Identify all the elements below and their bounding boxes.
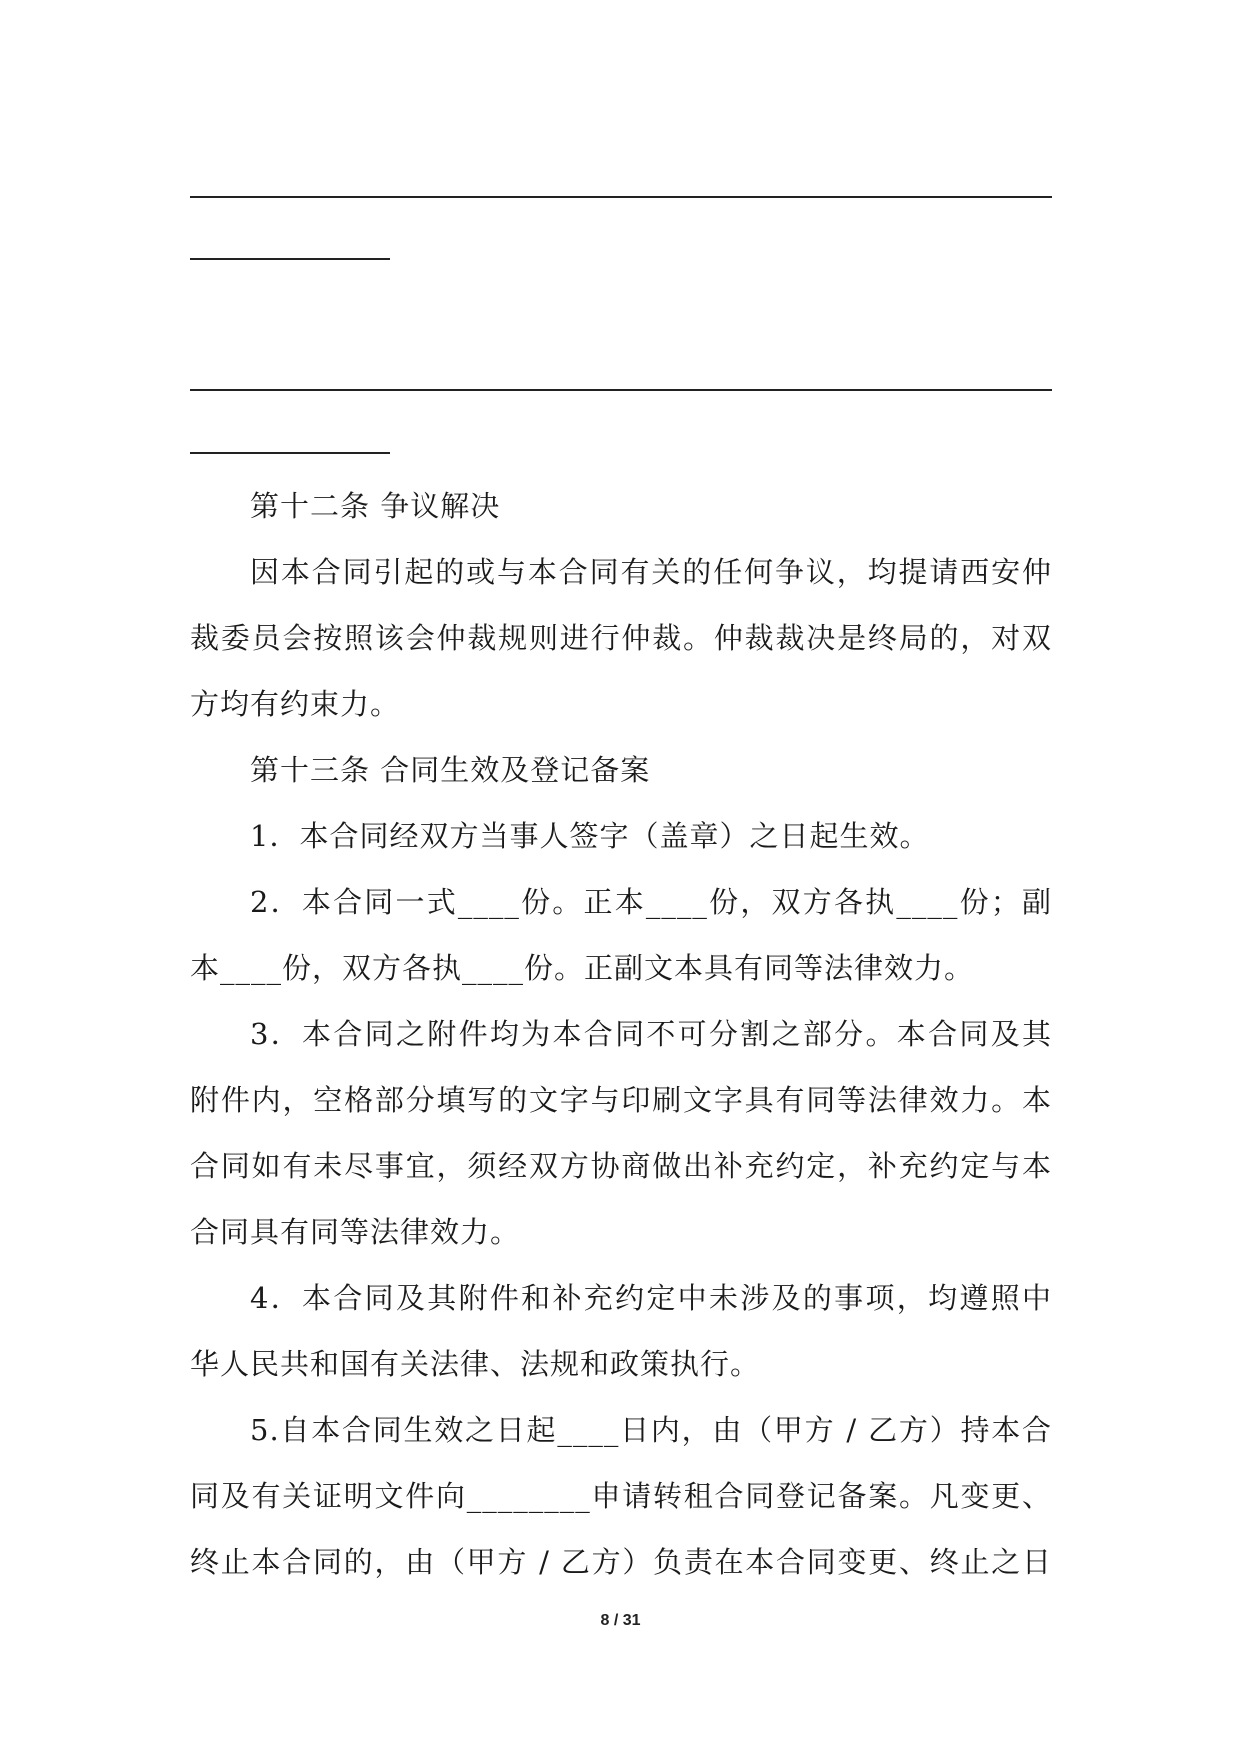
paragraph-line: 本____份，双方各执____份。正副文本具有同等法律效力。 — [190, 951, 975, 985]
paragraph-line: 同及有关证明文件向________申请转租合同登记备案。凡变更、 — [190, 1479, 1052, 1513]
blank-fill-line — [190, 452, 390, 454]
paragraph-line: 合同如有未尽事宜，须经双方协商做出补充约定，补充约定与本 — [190, 1149, 1052, 1183]
paragraph-line: 因本合同引起的或与本合同有关的任何争议，均提请西安仲 — [250, 555, 1052, 589]
paragraph-line: 3．本合同之附件均为本合同不可分割之部分。本合同及其 — [250, 1017, 1052, 1051]
paragraph-line: 裁委员会按照该会仲裁规则进行仲裁。仲裁裁决是终局的，对双 — [190, 621, 1052, 655]
paragraph-line: 终止本合同的，由（甲方 / 乙方）负责在本合同变更、终止之日 — [190, 1545, 1052, 1579]
paragraph-line: 5.自本合同生效之日起____日内，由（甲方 / 乙方）持本合 — [250, 1413, 1052, 1447]
blank-fill-line — [190, 196, 1052, 198]
paragraph-line: 4．本合同及其附件和补充约定中未涉及的事项，均遵照中 — [250, 1281, 1052, 1315]
page-number: 8 / 31 — [600, 1612, 641, 1629]
paragraph-line: 方均有约束力。 — [190, 687, 401, 721]
paragraph-line: 1．本合同经双方当事人签字（盖章）之日起生效。 — [250, 819, 930, 853]
paragraph-line: 附件内，空格部分填写的文字与印刷文字具有同等法律效力。本 — [190, 1083, 1052, 1117]
article-12-heading: 第十二条 争议解决 — [250, 489, 501, 523]
paragraph-line: 2．本合同一式____份。正本____份，双方各执____份；副 — [250, 885, 1052, 919]
blank-fill-line — [190, 389, 1052, 391]
paragraph-line: 合同具有同等法律效力。 — [190, 1215, 521, 1249]
article-13-heading: 第十三条 合同生效及登记备案 — [250, 753, 651, 787]
paragraph-line: 华人民共和国有关法律、法规和政策执行。 — [190, 1347, 761, 1381]
blank-fill-line — [190, 258, 390, 260]
